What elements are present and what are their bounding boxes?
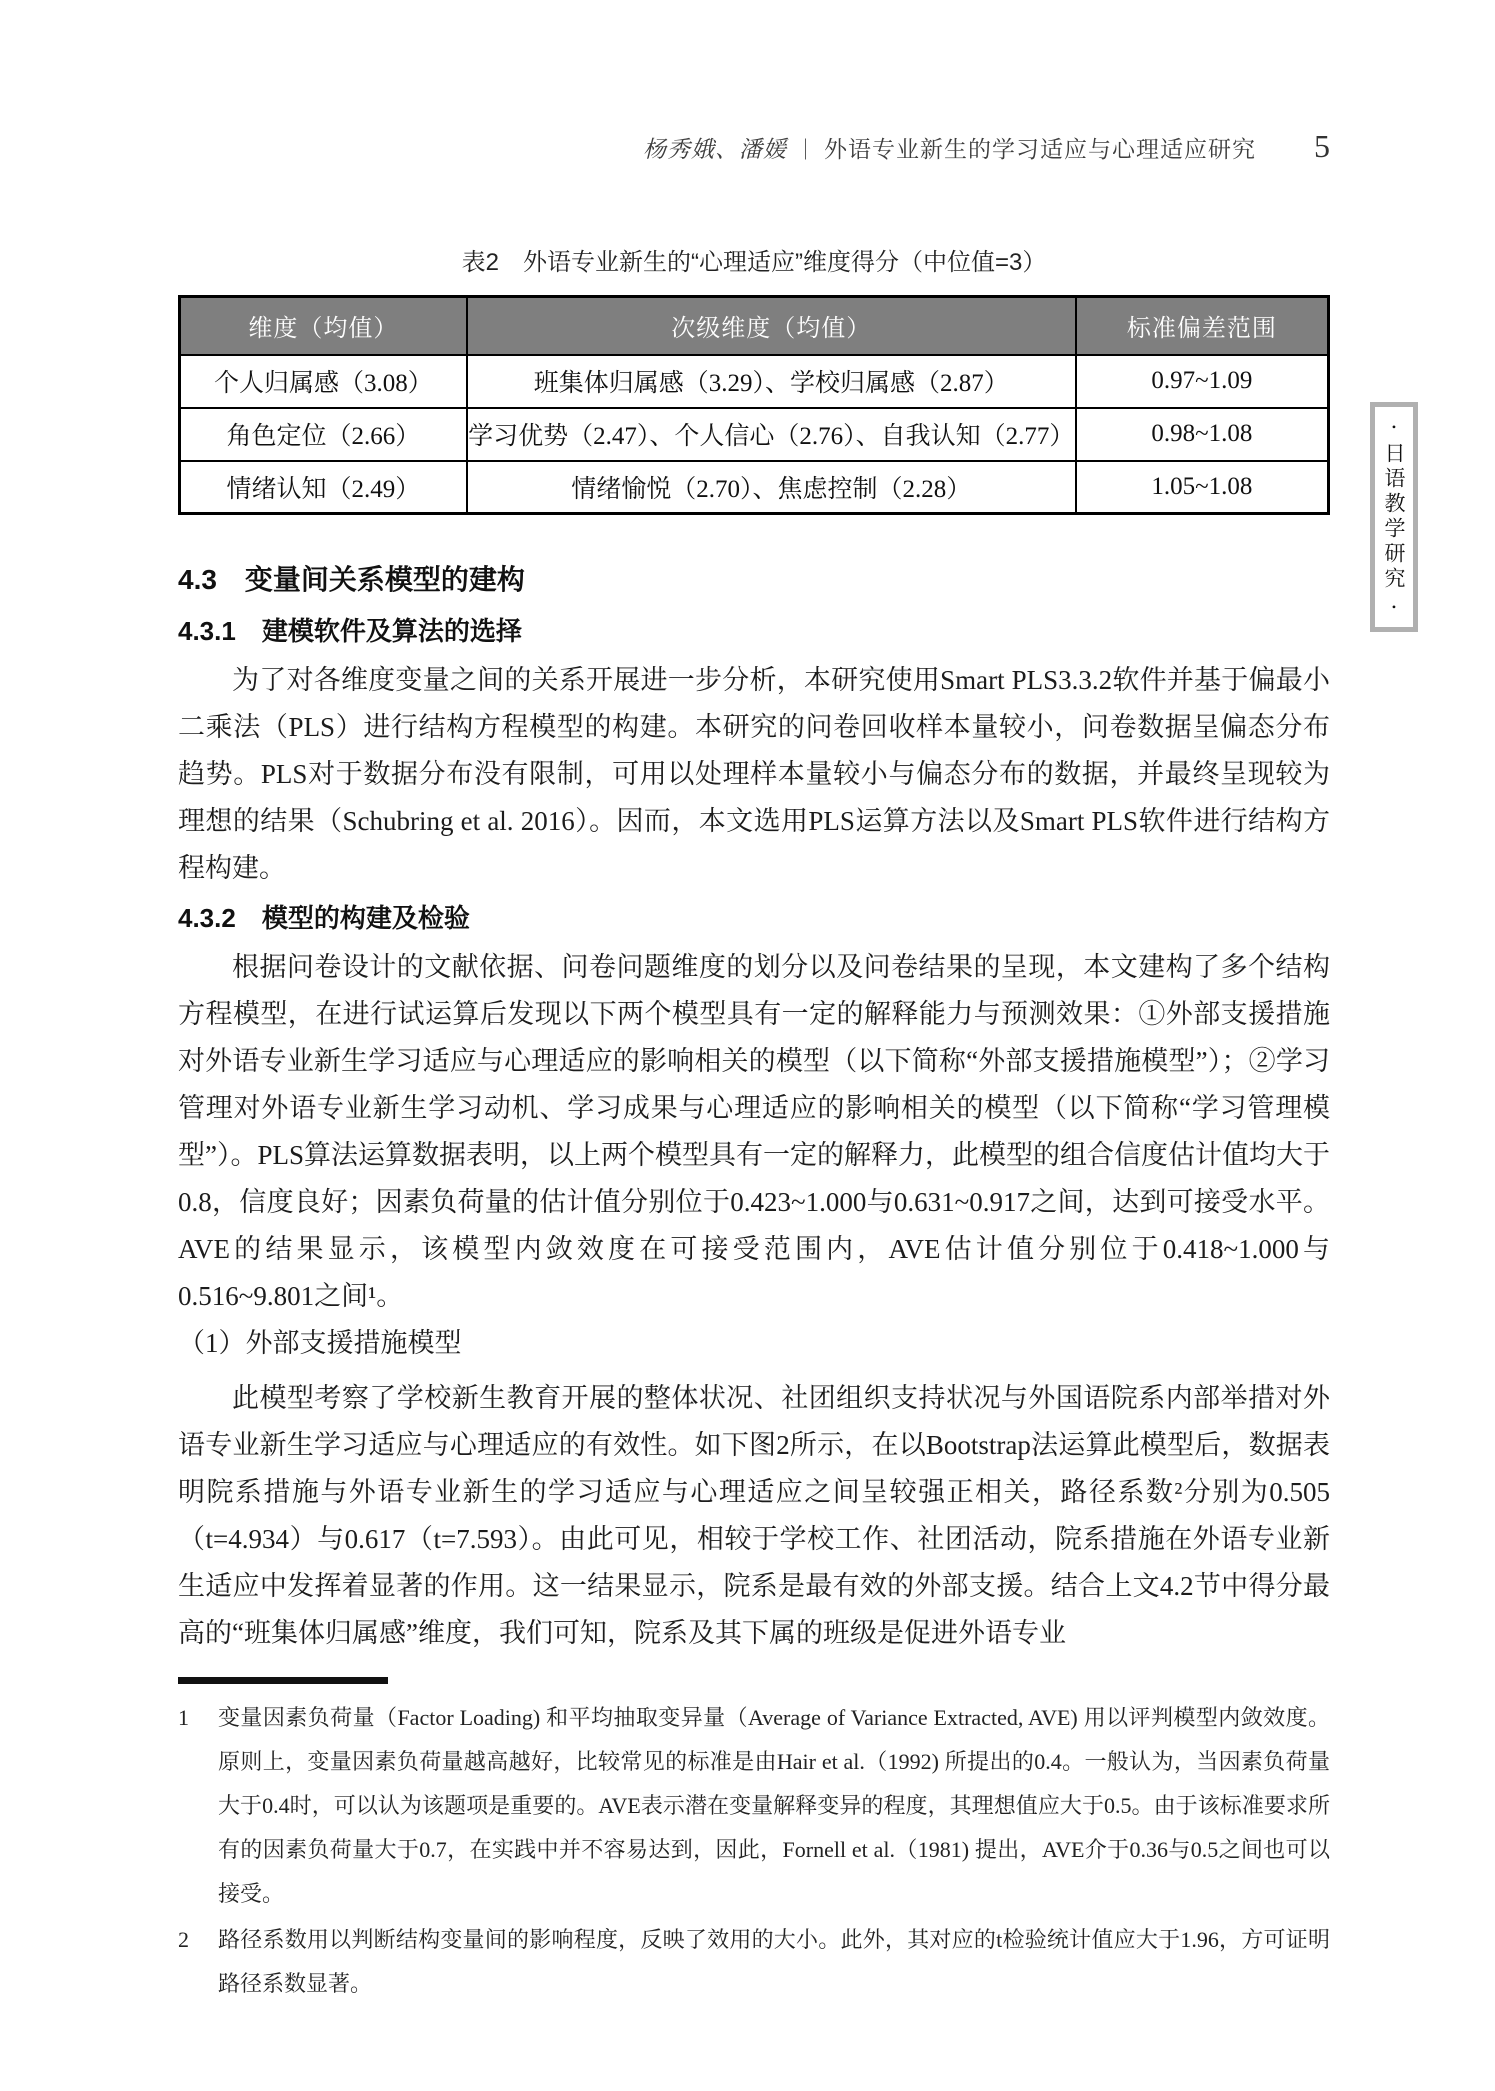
bullet-icon: •	[1391, 420, 1397, 434]
footnote-item	[178, 1696, 1330, 1916]
subheading-external-support-model: （1）外部支援措施模型	[178, 1328, 462, 1358]
table-body	[180, 355, 1329, 514]
psych-adaptation-table	[178, 295, 1330, 515]
header-separator: ｜	[795, 138, 816, 162]
section-heading-4-3: 4.3 变量间关系模型的建构	[178, 564, 525, 595]
column-header-dimension: 维度（均值）	[180, 297, 467, 355]
main-column	[178, 246, 1330, 2006]
footnote-divider	[178, 1677, 388, 1684]
footnote-text: 路径系数用以判断结构变量间的影响程度，反映了效用的大小。此外，其对应的t检验统计值应大于1.96，方可证明路径系数显著。	[218, 1927, 1330, 1996]
table-cell: 0.97~1.09	[1076, 355, 1329, 408]
column-header-subdimension: 次级维度（均值）	[467, 297, 1076, 355]
table-caption: 表2 外语专业新生的“心理适应”维度得分（中位值=3）	[461, 249, 1047, 276]
running-title: 外语专业新生的学习适应与心理适应研究	[824, 137, 1256, 162]
table-header-row	[180, 297, 1329, 355]
table-row	[180, 461, 1329, 514]
table-cell: 个人归属感（3.08）	[180, 355, 467, 408]
table-cell: 学习优势（2.47）、个人信心（2.76）、自我认知（2.77）	[467, 408, 1076, 461]
table-row	[180, 355, 1329, 408]
table-head	[180, 297, 1329, 355]
section-heading-4-3-2: 4.3.2 模型的构建及检验	[178, 903, 470, 933]
footnote-number: 2	[178, 1927, 189, 1952]
running-authors: 杨秀娥、潘媛	[643, 137, 787, 162]
column-header-sd-range: 标准偏差范围	[1076, 297, 1329, 355]
footnote-text: 变量因素负荷量（Factor Loading) 和平均抽取变异量（Average of Variance Extracted, AVE) 用以评判模型内敛效度。原则上，变量因素负荷量越高越好，比较常见的标准是由Hair et al.（1992) 所提出的0.4。一般认为，当因素负荷量大于0.4时，可以认为该题项是重要的。AVE表示潜在变量解释变异的程度，其理想值应大于0.5。由于该标准要求所有的因素负荷量大于0.7，在实践中并不容易达到，因此，Fornell et al.（1981) 提出，AVE介于0.36与0.5之间也可以接受。	[218, 1705, 1330, 1906]
page-number: 5	[1314, 128, 1330, 164]
table-cell: 班集体归属感（3.29）、学校归属感（2.87）	[467, 355, 1076, 408]
table-row	[180, 408, 1329, 461]
paragraph-model-building: 根据问卷设计的文献依据、问卷问题维度的划分以及问卷结果的呈现，本文建构了多个结构方程模型，在进行试运算后发现以下两个模型具有一定的解释能力与预测效果：①外部支援措施对外语专业新生学习适应与心理适应的影响相关的模型（以下简称“外部支援措施模型”）；②学习管理对外语专业新生学习动机、学习成果与心理适应的影响相关的模型（以下简称“学习管理模型”）。PLS算法运算数据表明，以上两个模型具有一定的解释力，此模型的组合信度估计值均大于0.8，信度良好；因素负荷量的估计值分别位于0.423~1.000与0.631~0.917之间，达到可接受水平。AVE的结果显示，该模型内敛效度在可接受范围内，AVE估计值分别位于0.418~1.000与0.516~9.801之间¹。	[178, 952, 1331, 1311]
table-cell: 情绪认知（2.49）	[180, 461, 467, 514]
table-cell: 1.05~1.08	[1076, 461, 1329, 514]
footnote-item	[178, 1918, 1330, 2006]
journal-name-vertical: 日语教学研究	[1382, 442, 1406, 592]
paragraph-external-support-results: 此模型考察了学校新生教育开展的整体状况、社团组织支持状况与外国语院系内部举措对外语专业新生学习适应与心理适应的有效性。如下图2所示，在以Bootstrap法运算此模型后，数据表明院系措施与外语专业新生的学习适应与心理适应之间呈较强正相关，路径系数²分别为0.505（t=4.934）与0.617（t=7.593）。由此可见，相较于学校工作、社团活动，院系措施在外语专业新生适应中发挥着显著的作用。这一结果显示，院系是最有效的外部支援。结合上文4.2节中得分最高的“班集体归属感”维度，我们可知，院系及其下属的班级是促进外语专业	[178, 1383, 1330, 1648]
table-cell: 角色定位（2.66）	[180, 408, 467, 461]
table-cell: 0.98~1.08	[1076, 408, 1329, 461]
section-heading-4-3-1: 4.3.1 建模软件及算法的选择	[178, 616, 522, 646]
footnotes-block	[178, 1696, 1330, 2006]
paragraph-pls-software: 为了对各维度变量之间的关系开展进一步分析，本研究使用Smart PLS3.3.2软件并基于偏最小二乘法（PLS）进行结构方程模型的构建。本研究的问卷回收样本量较小，问卷数据呈偏态分布趋势。PLS对于数据分布没有限制，可用以处理样本量较小与偏态分布的数据，并最终呈现较为理想的结果（Schubring et al. 2016）。因而，本文选用PLS运算方法以及Smart PLS软件进行结构方程构建。	[178, 665, 1330, 883]
bullet-icon: •	[1391, 600, 1397, 614]
footnote-number: 1	[178, 1705, 189, 1730]
page-header	[178, 128, 1330, 165]
table-cell: 情绪愉悦（2.70）、焦虑控制（2.28）	[467, 461, 1076, 514]
journal-sidebar-box	[1370, 402, 1418, 632]
